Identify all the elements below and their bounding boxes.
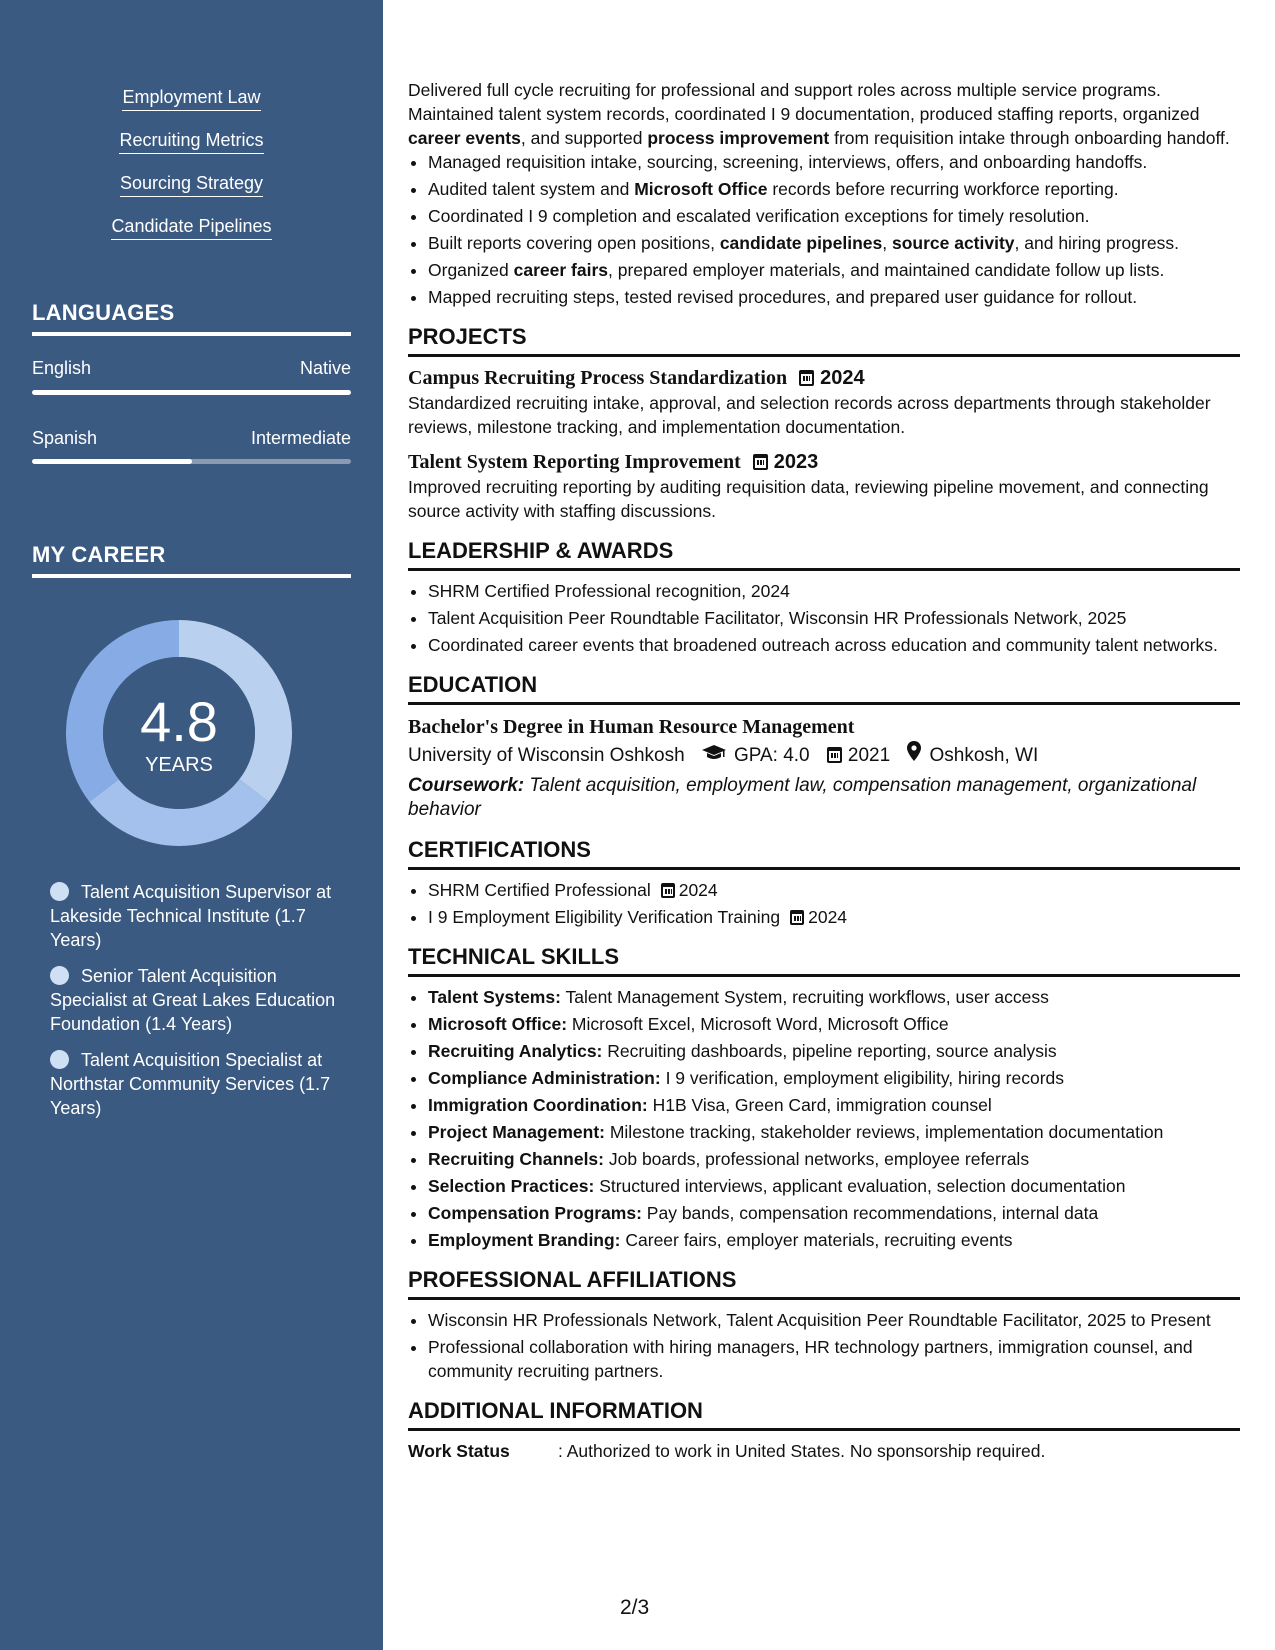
language-bar bbox=[32, 390, 351, 395]
graduation-year: 2021 bbox=[847, 745, 891, 766]
language-row bbox=[32, 428, 351, 449]
skill-tag: Employment Law bbox=[122, 86, 260, 111]
list-item: • I 9 Employment Eligibility Verification Training 2024 bbox=[428, 905, 1240, 929]
coursework: Coursework: Talent acquisition, employment law, compensation management, organizational behavior bbox=[408, 775, 1197, 820]
bullet-dot-icon bbox=[50, 1050, 69, 1069]
language-bar-fill bbox=[32, 390, 351, 395]
career-item: Talent Acquisition Supervisor at Lakeside Technical Institute (1.7 Years) bbox=[50, 882, 332, 950]
language-name: English bbox=[32, 358, 92, 378]
list-item: • Selection Practices: Structured interviews, applicant evaluation, selection documentation bbox=[428, 1174, 1240, 1198]
technical-skills-heading: TECHNICAL SKILLS bbox=[408, 943, 1240, 977]
career-total-unit: YEARS bbox=[145, 754, 213, 776]
work-status-value: : Authorized to work in United States. No sponsorship required. bbox=[558, 1441, 1046, 1461]
list-item: • Compliance Administration: I 9 verification, employment eligibility, hiring records bbox=[428, 1066, 1240, 1090]
list-item: • Wisconsin HR Professionals Network, Talent Acquisition Peer Roundtable Facilitator, 2025 to Present bbox=[428, 1308, 1240, 1332]
work-status-row bbox=[408, 1439, 1240, 1463]
list-item: • SHRM Certified Professional 2024 bbox=[428, 878, 1240, 902]
career-item: Senior Talent Acquisition Specialist at Great Lakes Education Foundation (1.4 Years) bbox=[50, 966, 336, 1034]
list-item: • Project Management: Milestone tracking, stakeholder reviews, implementation documentation bbox=[428, 1120, 1240, 1144]
list-item: • Mapped recruiting steps, tested revised procedures, and prepared user guidance for rollout. bbox=[428, 285, 1240, 309]
calendar-icon bbox=[799, 370, 814, 386]
project-description: Improved recruiting reporting by auditing requisition data, reviewing pipeline movement, and connecting source activity with staffing discussions. bbox=[408, 477, 1209, 521]
education-details bbox=[408, 741, 1240, 770]
skill-tag: Recruiting Metrics bbox=[119, 129, 263, 154]
skill-tags bbox=[0, 86, 383, 258]
language-bar bbox=[32, 459, 351, 464]
languages-heading: LANGUAGES bbox=[32, 300, 351, 336]
certifications-heading: CERTIFICATIONS bbox=[408, 836, 1240, 870]
career-total-value: 4.8 bbox=[140, 690, 218, 753]
language-row bbox=[32, 358, 351, 379]
list-item: • Recruiting Channels: Job boards, professional networks, employee referrals bbox=[428, 1147, 1240, 1171]
affiliations-list bbox=[408, 1308, 1240, 1383]
list-item: • Talent Acquisition Peer Roundtable Facilitator, Wisconsin HR Professionals Network, 2025 bbox=[428, 606, 1240, 630]
language-bar-fill bbox=[32, 459, 192, 464]
list-item: • Coordinated career events that broadened outreach across education and community talent networks. bbox=[428, 633, 1240, 657]
location-pin-icon bbox=[907, 741, 921, 770]
page-number: 2/3 bbox=[620, 1596, 650, 1619]
calendar-icon bbox=[753, 454, 768, 470]
school-name: University of Wisconsin Oshkosh bbox=[408, 745, 685, 766]
career-item: Talent Acquisition Specialist at Northstar Community Services (1.7 Years) bbox=[50, 1050, 331, 1118]
skill-tag: Sourcing Strategy bbox=[120, 172, 263, 197]
career-heading: MY CAREER bbox=[32, 542, 351, 578]
list-item: • Organized career fairs, prepared employer materials, and maintained candidate follow up lists. bbox=[428, 258, 1240, 282]
bullet-dot-icon bbox=[50, 882, 69, 901]
list-item: • Compensation Programs: Pay bands, compensation recommendations, internal data bbox=[428, 1201, 1240, 1225]
experience-summary: Delivered full cycle recruiting for professional and support roles across multiple service programs. Maintained talent system records, coordinated I 9 documentation, produced staffing reports, organized career events, and supported process improvement from requisition intake through onboarding handoff. bbox=[408, 80, 1230, 148]
list-item: • Managed requisition intake, sourcing, screening, interviews, offers, and onboarding handoffs. bbox=[428, 150, 1240, 174]
calendar-icon bbox=[790, 910, 804, 925]
additional-info-heading: ADDITIONAL INFORMATION bbox=[408, 1397, 1240, 1431]
list-item: • Microsoft Office: Microsoft Excel, Microsoft Word, Microsoft Office bbox=[428, 1012, 1240, 1036]
list-item: • Employment Branding: Career fairs, employer materials, recruiting events bbox=[428, 1228, 1240, 1252]
calendar-icon bbox=[661, 883, 675, 898]
list-item: • Coordinated I 9 completion and escalated verification exceptions for timely resolution. bbox=[428, 204, 1240, 228]
list-item: • SHRM Certified Professional recognition, 2024 bbox=[428, 579, 1240, 603]
project-description: Standardized recruiting intake, approval, and selection records across departments through stakeholder reviews, milestone tracking, and implementation documentation. bbox=[408, 393, 1211, 437]
project-title: Campus Recruiting Process Standardization 2024 bbox=[408, 367, 865, 389]
leadership-heading: LEADERSHIP & AWARDS bbox=[408, 537, 1240, 571]
work-status-label: Work Status bbox=[408, 1441, 510, 1461]
project-title: Talent System Reporting Improvement 2023 bbox=[408, 451, 819, 473]
projects-heading: PROJECTS bbox=[408, 323, 1240, 357]
language-level: Intermediate bbox=[250, 428, 351, 448]
list-item: • Talent Systems: Talent Management System, recruiting workflows, user access bbox=[428, 985, 1240, 1009]
education-heading: EDUCATION bbox=[408, 671, 1240, 705]
language-name: Spanish bbox=[32, 428, 98, 448]
technical-skills-list bbox=[408, 985, 1240, 1252]
sidebar bbox=[0, 0, 383, 1650]
experience-bullets bbox=[408, 150, 1240, 309]
location: Oshkosh, WI bbox=[929, 745, 1039, 766]
list-item: • Recruiting Analytics: Recruiting dashboards, pipeline reporting, source analysis bbox=[428, 1039, 1240, 1063]
list-item: • Immigration Coordination: H1B Visa, Green Card, immigration counsel bbox=[428, 1093, 1240, 1117]
skill-tag: Candidate Pipelines bbox=[111, 215, 271, 240]
bullet-dot-icon bbox=[50, 966, 69, 985]
calendar-icon bbox=[827, 747, 842, 763]
certifications-list bbox=[408, 878, 1240, 929]
list-item: • Built reports covering open positions, candidate pipelines, source activity, and hiring progress. bbox=[428, 231, 1240, 255]
gpa: GPA: 4.0 bbox=[733, 745, 810, 766]
list-item: • Audited talent system and Microsoft Office records before recurring workforce reporting. bbox=[428, 177, 1240, 201]
list-item: • Professional collaboration with hiring managers, HR technology partners, immigration counsel, and community recruiting partners. bbox=[428, 1335, 1240, 1383]
degree-title: Bachelor's Degree in Human Resource Management bbox=[408, 716, 855, 738]
career-list bbox=[50, 880, 340, 1132]
leadership-list bbox=[408, 579, 1240, 657]
main-content bbox=[408, 78, 1240, 1463]
graduation-cap-icon bbox=[702, 742, 726, 770]
affiliations-heading: PROFESSIONAL AFFILIATIONS bbox=[408, 1266, 1240, 1300]
language-level: Native bbox=[299, 358, 351, 378]
